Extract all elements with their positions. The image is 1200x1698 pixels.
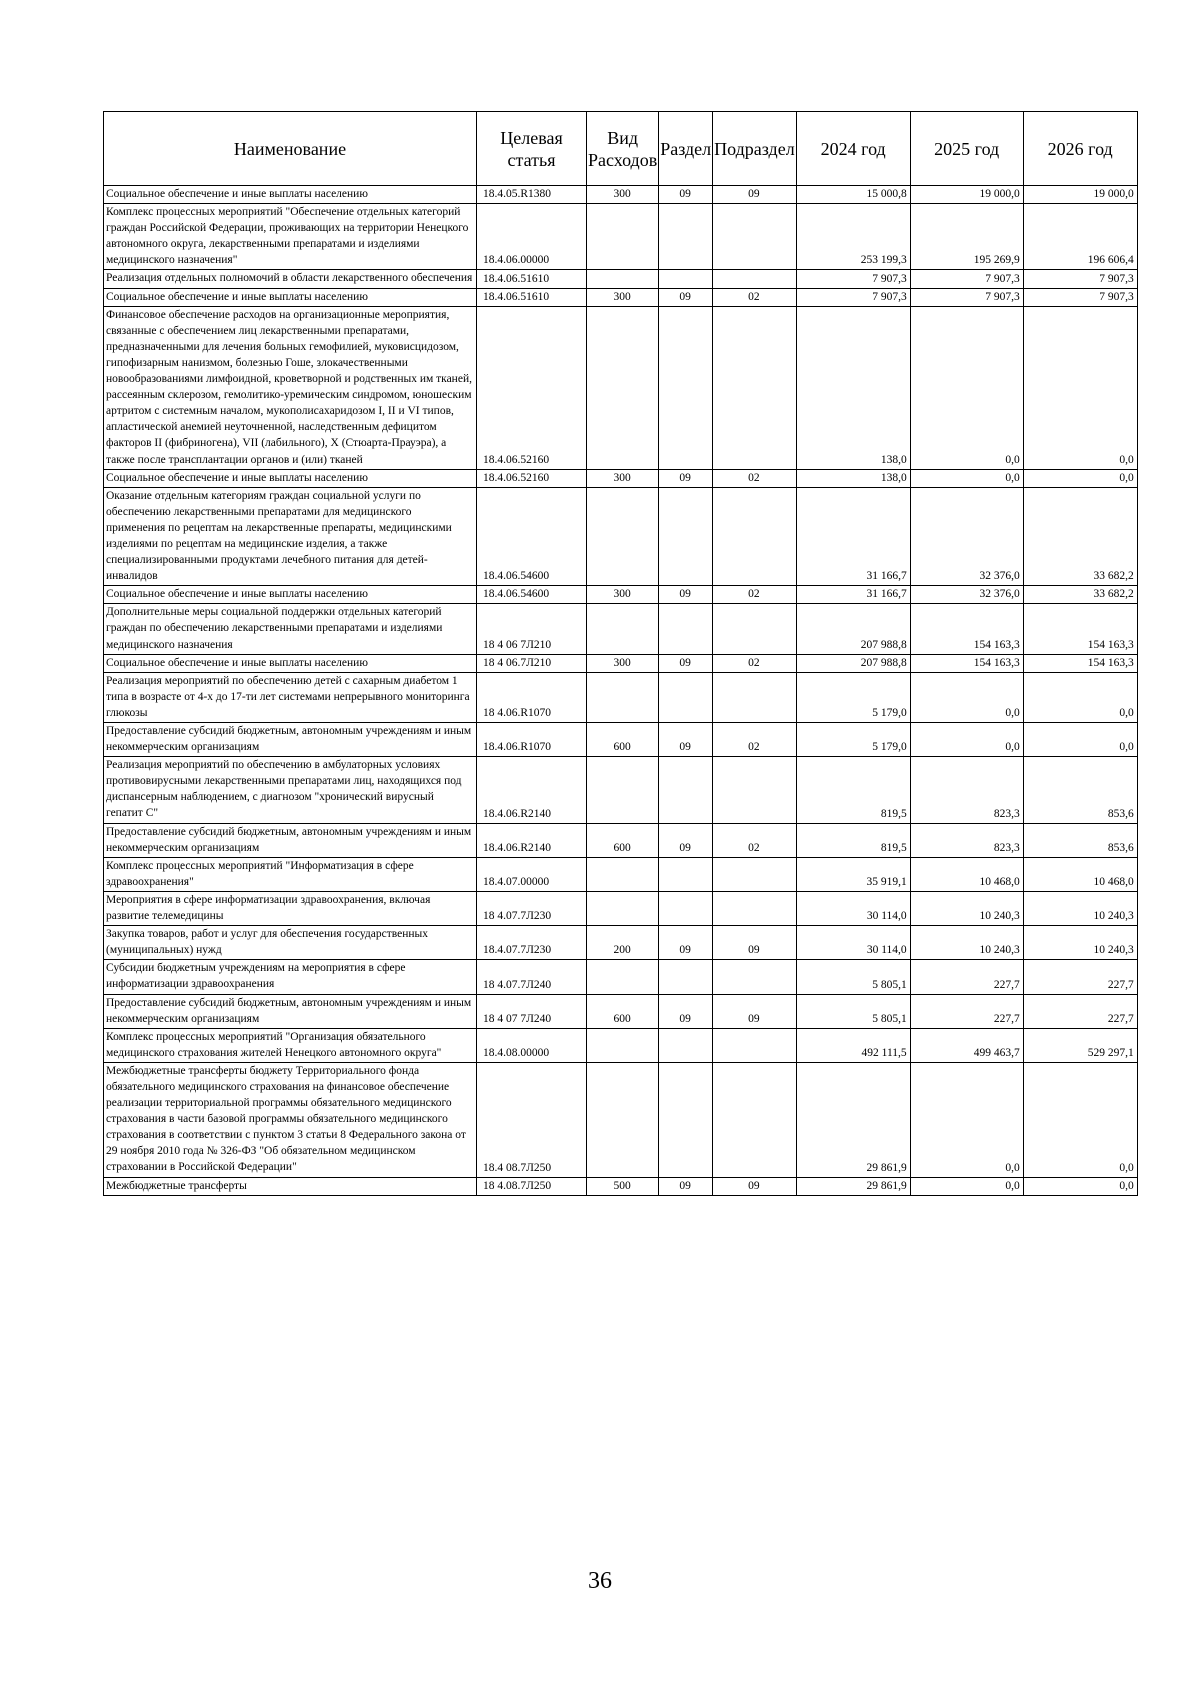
row-subsection-cell	[713, 1062, 797, 1177]
row-name-cell: Оказание отдельным категориям граждан социальной услуги по обеспечению лекарственными препаратами для медицинского применения по рецептам на лекарственные препараты, медицинскими изделиями по рецептам на медицинские изделия, а также специализированными продуктами лечебного питания для детей-инвалидов	[104, 487, 477, 586]
row-article-cell: 18.4.06.R2140	[477, 757, 587, 823]
row-name-cell: Межбюджетные трансферты бюджету Территориального фонда обязательного медицинского страхования на финансовое обеспечение реализации территориальной программы обязательного медицинского страхования в части базовой программы обязательного медицинского страхования в соответствии с пунктом 3 статьи 8 Федерального закона от 29 ноября 2010 года № 326-ФЗ "Об обязательном медицинском страховании в Российской Федерации"	[104, 1062, 477, 1177]
row-article-cell: 18.4.08.00000	[477, 1028, 587, 1062]
row-name-cell: Межбюджетные трансферты	[104, 1177, 477, 1195]
row-subsection-cell	[713, 1028, 797, 1062]
row-2026-cell: 227,7	[1023, 994, 1137, 1028]
row-article-cell: 18.4.06.51610	[477, 288, 587, 306]
row-2024-cell: 29 861,9	[796, 1062, 910, 1177]
table-row	[104, 654, 1138, 672]
row-subsection-cell: 02	[713, 469, 797, 487]
row-section-cell	[659, 270, 713, 288]
row-subsection-cell	[713, 960, 797, 994]
row-2026-cell: 154 163,3	[1023, 604, 1137, 654]
row-subsection-cell	[713, 857, 797, 891]
budget-table	[103, 111, 1138, 1196]
row-name-cell: Социальное обеспечение и иные выплаты населению	[104, 469, 477, 487]
row-2026-cell: 33 682,2	[1023, 487, 1137, 586]
row-2025-cell: 0,0	[910, 672, 1023, 722]
row-2025-cell: 0,0	[910, 306, 1023, 469]
row-article-cell: 18.4.06.00000	[477, 204, 587, 270]
table-row	[104, 586, 1138, 604]
row-2025-cell: 823,3	[910, 757, 1023, 823]
row-2026-cell: 0,0	[1023, 723, 1137, 757]
row-article-cell: 18.4.06.54600	[477, 586, 587, 604]
row-name-cell: Социальное обеспечение и иные выплаты населению	[104, 288, 477, 306]
row-2025-cell: 0,0	[910, 1062, 1023, 1177]
row-article-cell: 18.4.07.7Л230	[477, 926, 587, 960]
table-row	[104, 757, 1138, 823]
row-section-cell	[659, 1028, 713, 1062]
row-section-cell: 09	[659, 654, 713, 672]
row-section-cell: 09	[659, 823, 713, 857]
row-article-cell: 18.4.06.R2140	[477, 823, 587, 857]
row-subsection-cell: 02	[713, 288, 797, 306]
row-expense-type-cell	[587, 1028, 659, 1062]
row-section-cell	[659, 960, 713, 994]
row-2026-cell: 0,0	[1023, 1062, 1137, 1177]
row-2024-cell: 31 166,7	[796, 586, 910, 604]
row-2025-cell: 32 376,0	[910, 586, 1023, 604]
row-2024-cell: 30 114,0	[796, 891, 910, 925]
row-2024-cell: 492 111,5	[796, 1028, 910, 1062]
row-2025-cell: 227,7	[910, 960, 1023, 994]
row-2024-cell: 35 919,1	[796, 857, 910, 891]
row-article-cell: 18.4.06.52160	[477, 469, 587, 487]
row-2025-cell: 154 163,3	[910, 654, 1023, 672]
table-row	[104, 288, 1138, 306]
table-header-row	[104, 112, 1138, 186]
row-subsection-cell: 02	[713, 823, 797, 857]
table-row	[104, 604, 1138, 654]
row-expense-type-cell	[587, 306, 659, 469]
row-name-cell: Социальное обеспечение и иные выплаты населению	[104, 586, 477, 604]
row-2025-cell: 10 240,3	[910, 926, 1023, 960]
row-2026-cell: 529 297,1	[1023, 1028, 1137, 1062]
row-2024-cell: 30 114,0	[796, 926, 910, 960]
row-name-cell: Реализация отдельных полномочий в области лекарственного обеспечения	[104, 270, 477, 288]
row-article-cell: 18 4.07.7Л240	[477, 960, 587, 994]
row-2026-cell: 19 000,0	[1023, 186, 1137, 204]
table-row	[104, 1177, 1138, 1195]
row-expense-type-cell	[587, 270, 659, 288]
row-2026-cell: 0,0	[1023, 469, 1137, 487]
row-expense-type-cell: 600	[587, 723, 659, 757]
row-2026-cell: 154 163,3	[1023, 654, 1137, 672]
row-2026-cell: 33 682,2	[1023, 586, 1137, 604]
row-2026-cell: 853,6	[1023, 757, 1137, 823]
row-2024-cell: 138,0	[796, 306, 910, 469]
table-row	[104, 270, 1138, 288]
row-name-cell: Комплекс процессных мероприятий "Информатизация в сфере здравоохранения"	[104, 857, 477, 891]
row-2025-cell: 32 376,0	[910, 487, 1023, 586]
row-2024-cell: 7 907,3	[796, 288, 910, 306]
table-row	[104, 186, 1138, 204]
row-expense-type-cell	[587, 857, 659, 891]
row-2025-cell: 0,0	[910, 469, 1023, 487]
row-2024-cell: 29 861,9	[796, 1177, 910, 1195]
row-expense-type-cell: 300	[587, 288, 659, 306]
row-2024-cell: 31 166,7	[796, 487, 910, 586]
row-expense-type-cell	[587, 891, 659, 925]
row-name-cell: Социальное обеспечение и иные выплаты населению	[104, 654, 477, 672]
row-article-cell: 18.4.06.R1070	[477, 723, 587, 757]
row-article-cell: 18 4.06.R1070	[477, 672, 587, 722]
header-2025: 2025 год	[910, 112, 1023, 186]
row-expense-type-cell: 200	[587, 926, 659, 960]
row-article-cell: 18.4.06.51610	[477, 270, 587, 288]
table-row	[104, 960, 1138, 994]
row-name-cell: Реализация мероприятий по обеспечению детей с сахарным диабетом 1 типа в возрасте от 4-х до 17-ти лет системами непрерывного мониторинга глюкозы	[104, 672, 477, 722]
row-expense-type-cell	[587, 1062, 659, 1177]
row-expense-type-cell	[587, 487, 659, 586]
row-2024-cell: 138,0	[796, 469, 910, 487]
row-name-cell: Комплекс процессных мероприятий "Организация обязательного медицинского страхования жителей Ненецкого автономного округа"	[104, 1028, 477, 1062]
row-article-cell: 18.4.06.54600	[477, 487, 587, 586]
row-2025-cell: 499 463,7	[910, 1028, 1023, 1062]
row-subsection-cell	[713, 891, 797, 925]
row-expense-type-cell: 500	[587, 1177, 659, 1195]
row-subsection-cell: 09	[713, 1177, 797, 1195]
row-section-cell: 09	[659, 186, 713, 204]
row-name-cell: Мероприятия в сфере информатизации здравоохранения, включая развитие телемедицины	[104, 891, 477, 925]
row-expense-type-cell: 300	[587, 586, 659, 604]
row-2024-cell: 819,5	[796, 757, 910, 823]
row-2026-cell: 853,6	[1023, 823, 1137, 857]
row-2026-cell: 7 907,3	[1023, 288, 1137, 306]
table-row	[104, 672, 1138, 722]
row-subsection-cell	[713, 270, 797, 288]
row-subsection-cell	[713, 487, 797, 586]
row-2026-cell: 0,0	[1023, 672, 1137, 722]
row-section-cell: 09	[659, 994, 713, 1028]
row-article-cell: 18 4 07 7Л240	[477, 994, 587, 1028]
row-subsection-cell	[713, 604, 797, 654]
row-subsection-cell	[713, 672, 797, 722]
row-2026-cell: 0,0	[1023, 1177, 1137, 1195]
row-section-cell	[659, 487, 713, 586]
table-row	[104, 891, 1138, 925]
header-name: Наименование	[104, 112, 477, 186]
row-expense-type-cell	[587, 757, 659, 823]
row-2025-cell: 10 468,0	[910, 857, 1023, 891]
row-2025-cell: 227,7	[910, 994, 1023, 1028]
row-section-cell	[659, 757, 713, 823]
header-article: Целевая статья	[477, 112, 587, 186]
row-2024-cell: 207 988,8	[796, 604, 910, 654]
row-2025-cell: 7 907,3	[910, 288, 1023, 306]
header-2024: 2024 год	[796, 112, 910, 186]
row-expense-type-cell: 300	[587, 654, 659, 672]
row-name-cell: Финансовое обеспечение расходов на организационные мероприятия, связанные с обеспечением лиц лекарственными препаратами, предназначенными для лечения больных гемофилией, муковисцидозом, гипофизарным нанизмом, болезнью Гоше, злокачественными новообразованиями лимфоидной, кроветворной и родственных им тканей, рассеянным склерозом, гемолитико-уремическим синдромом, юношеским артритом с системным началом, мукополисахаридозом I, II и VI типов, апластической анемией неуточненной, наследственным дефицитом факторов II (фибриногена), VII (лабильного), X (Стюарта-Прауэра), а также после трансплантации органов и (или) тканей	[104, 306, 477, 469]
table-row	[104, 1062, 1138, 1177]
table-row	[104, 723, 1138, 757]
row-2026-cell: 10 468,0	[1023, 857, 1137, 891]
row-expense-type-cell	[587, 604, 659, 654]
row-2026-cell: 10 240,3	[1023, 891, 1137, 925]
header-2026: 2026 год	[1023, 112, 1137, 186]
row-2025-cell: 10 240,3	[910, 891, 1023, 925]
row-section-cell: 09	[659, 586, 713, 604]
row-2024-cell: 5 179,0	[796, 672, 910, 722]
page-number: 36	[588, 1568, 612, 1594]
row-2026-cell: 0,0	[1023, 306, 1137, 469]
row-2024-cell: 5 805,1	[796, 994, 910, 1028]
row-subsection-cell: 02	[713, 723, 797, 757]
row-expense-type-cell: 600	[587, 994, 659, 1028]
row-section-cell: 09	[659, 1177, 713, 1195]
table-row	[104, 857, 1138, 891]
row-name-cell: Реализация мероприятий по обеспечению в амбулаторных условиях противовирусными лекарственными препаратами лиц, находящихся под диспансерным наблюдением, с диагнозом "хронический вирусный гепатит С"	[104, 757, 477, 823]
row-article-cell: 18.4.07.00000	[477, 857, 587, 891]
row-name-cell: Предоставление субсидий бюджетным, автономным учреждениям и иным некоммерческим организациям	[104, 723, 477, 757]
row-section-cell	[659, 204, 713, 270]
row-section-cell	[659, 1062, 713, 1177]
row-section-cell	[659, 306, 713, 469]
row-2025-cell: 154 163,3	[910, 604, 1023, 654]
row-name-cell: Предоставление субсидий бюджетным, автономным учреждениям и иным некоммерческим организациям	[104, 994, 477, 1028]
row-name-cell: Комплекс процессных мероприятий "Обеспечение отдельных категорий граждан Российской Федерации, проживающих на территории Ненецкого автономного округа, лекарственными препаратами и изделиями медицинского назначения"	[104, 204, 477, 270]
table-body	[104, 186, 1138, 1196]
row-2025-cell: 0,0	[910, 723, 1023, 757]
row-expense-type-cell	[587, 204, 659, 270]
row-section-cell	[659, 857, 713, 891]
row-expense-type-cell: 300	[587, 469, 659, 487]
table-row	[104, 306, 1138, 469]
row-expense-type-cell	[587, 672, 659, 722]
row-2024-cell: 819,5	[796, 823, 910, 857]
row-section-cell	[659, 891, 713, 925]
table-row	[104, 469, 1138, 487]
row-2026-cell: 227,7	[1023, 960, 1137, 994]
row-expense-type-cell	[587, 960, 659, 994]
row-article-cell: 18.4 08.7Л250	[477, 1062, 587, 1177]
budget-table-container	[103, 111, 1138, 1196]
row-subsection-cell	[713, 306, 797, 469]
row-2025-cell: 7 907,3	[910, 270, 1023, 288]
row-section-cell: 09	[659, 469, 713, 487]
row-subsection-cell: 09	[713, 186, 797, 204]
row-article-cell: 18.4.06.52160	[477, 306, 587, 469]
row-2025-cell: 823,3	[910, 823, 1023, 857]
row-article-cell: 18 4 06 7Л210	[477, 604, 587, 654]
row-article-cell: 18 4 06.7Л210	[477, 654, 587, 672]
row-subsection-cell	[713, 757, 797, 823]
row-name-cell: Предоставление субсидий бюджетным, автономным учреждениям и иным некоммерческим организациям	[104, 823, 477, 857]
row-2025-cell: 19 000,0	[910, 186, 1023, 204]
row-2025-cell: 195 269,9	[910, 204, 1023, 270]
row-name-cell: Социальное обеспечение и иные выплаты населению	[104, 186, 477, 204]
row-2025-cell: 0,0	[910, 1177, 1023, 1195]
row-2024-cell: 7 907,3	[796, 270, 910, 288]
row-section-cell	[659, 604, 713, 654]
row-article-cell: 18 4.07.7Л230	[477, 891, 587, 925]
row-2024-cell: 207 988,8	[796, 654, 910, 672]
row-section-cell	[659, 672, 713, 722]
row-2026-cell: 7 907,3	[1023, 270, 1137, 288]
row-subsection-cell: 02	[713, 586, 797, 604]
row-subsection-cell: 09	[713, 994, 797, 1028]
row-2024-cell: 15 000,8	[796, 186, 910, 204]
table-row	[104, 823, 1138, 857]
table-row	[104, 994, 1138, 1028]
row-subsection-cell: 02	[713, 654, 797, 672]
row-article-cell: 18.4.05.R1380	[477, 186, 587, 204]
row-2024-cell: 5 805,1	[796, 960, 910, 994]
row-2024-cell: 5 179,0	[796, 723, 910, 757]
table-row	[104, 1028, 1138, 1062]
row-subsection-cell: 09	[713, 926, 797, 960]
row-section-cell: 09	[659, 288, 713, 306]
header-expense-type: Вид Расходов	[587, 112, 659, 186]
header-section: Раздел	[659, 112, 713, 186]
header-subsection: Подраздел	[713, 112, 797, 186]
row-section-cell: 09	[659, 723, 713, 757]
row-2026-cell: 10 240,3	[1023, 926, 1137, 960]
table-row	[104, 926, 1138, 960]
row-section-cell: 09	[659, 926, 713, 960]
row-name-cell: Закупка товаров, работ и услуг для обеспечения государственных (муниципальных) нужд	[104, 926, 477, 960]
table-row	[104, 487, 1138, 586]
row-expense-type-cell: 300	[587, 186, 659, 204]
row-expense-type-cell: 600	[587, 823, 659, 857]
row-name-cell: Субсидии бюджетным учреждениям на мероприятия в сфере информатизации здравоохранения	[104, 960, 477, 994]
row-subsection-cell	[713, 204, 797, 270]
row-2024-cell: 253 199,3	[796, 204, 910, 270]
table-row	[104, 204, 1138, 270]
row-name-cell: Дополнительные меры социальной поддержки отдельных категорий граждан по обеспечению лекарственными препаратами и изделиями медицинского назначения	[104, 604, 477, 654]
row-2026-cell: 196 606,4	[1023, 204, 1137, 270]
row-article-cell: 18 4.08.7Л250	[477, 1177, 587, 1195]
